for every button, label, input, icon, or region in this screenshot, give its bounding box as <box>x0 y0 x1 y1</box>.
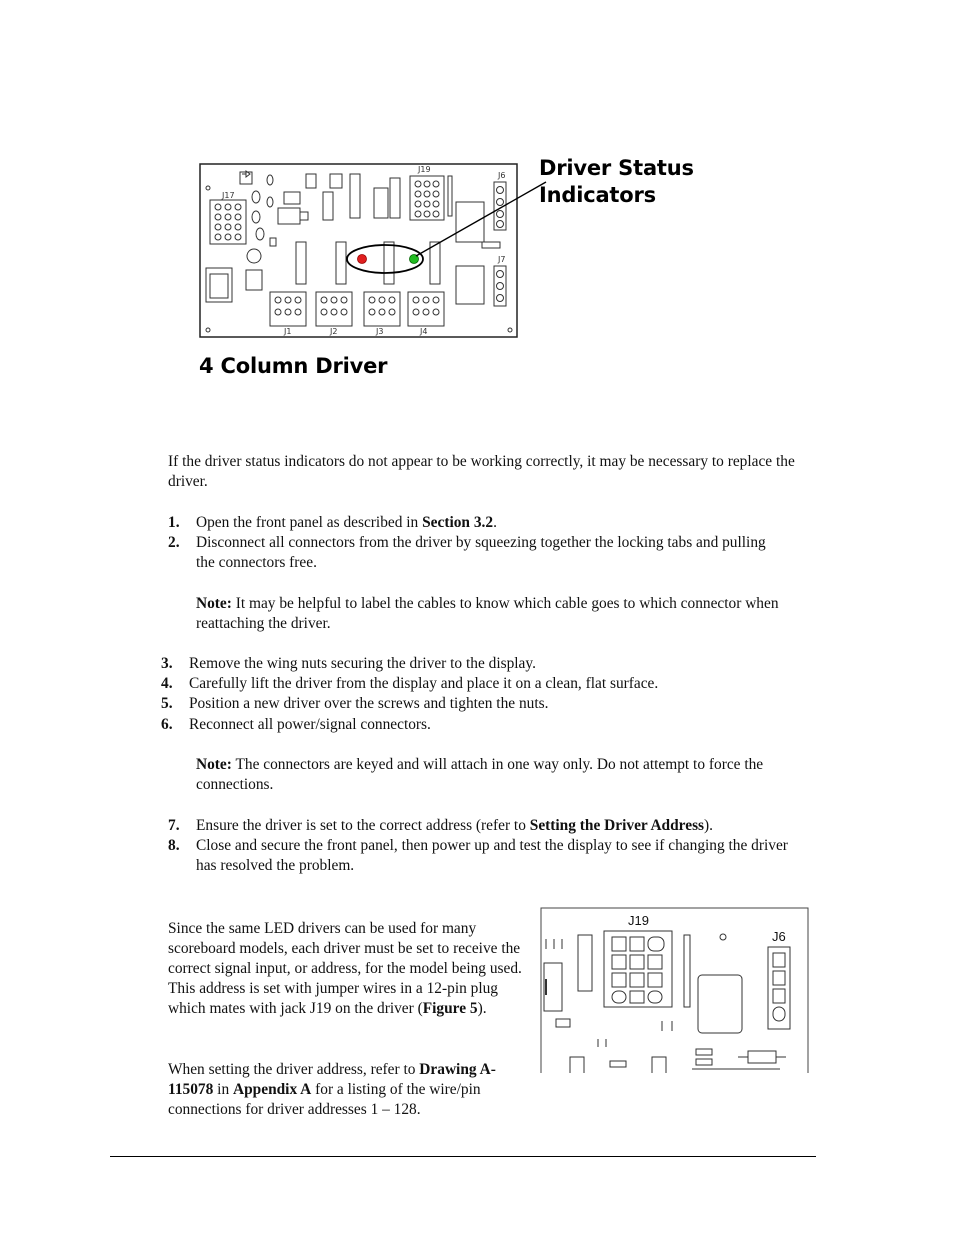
address-paragraph-2-post: for a listing of the wire/pin connections for driver addresses 1 – 128. <box>168 1081 481 1118</box>
step-7-number: 7. <box>168 817 180 834</box>
callout-line-1: Driver Status <box>539 156 694 180</box>
step-4-text: Carefully lift the driver from the display and place it on a clean, flat surface. <box>189 675 659 692</box>
figure-caption: 4 Column Driver <box>199 354 388 378</box>
j17-label: J17 <box>222 191 235 200</box>
note-2-text: The connectors are keyed and will attach in one way only. Do not attempt to force the connections. <box>196 756 764 793</box>
j3-label: J3 <box>376 327 384 336</box>
j19-closeup-drawing <box>540 907 810 1075</box>
section-ref: Section 3.2 <box>422 514 494 531</box>
note-2-label: Note: <box>196 756 232 773</box>
fig5-j19-label: J19 <box>628 913 649 928</box>
address-paragraph-2-pre: When setting the driver address, refer to <box>168 1061 420 1078</box>
red-indicator-led <box>358 255 367 264</box>
step-2 <box>168 533 808 573</box>
step-6-number: 6. <box>161 716 173 733</box>
driver-status-callout <box>539 155 694 209</box>
j7-label: J7 <box>498 255 506 264</box>
note-1 <box>196 594 806 634</box>
step-5-number: 5. <box>161 695 173 712</box>
note-2 <box>196 755 808 795</box>
address-paragraph-1-post: ). <box>477 1000 487 1017</box>
step-1-text: Open the front panel as described in <box>196 514 423 531</box>
step-3-text: Remove the wing nuts securing the driver to the display. <box>189 655 536 672</box>
step-1-post: . <box>493 514 497 531</box>
address-paragraph-1-text: Since the same LED drivers can be used for many scoreboard models, each driver must be set to receive the correct signal input, or address, for the model being used. This address is set with jumper wires in a 12-pin plug which mates with jack J19 on the driver ( <box>168 920 522 1017</box>
step-8-number: 8. <box>168 837 180 854</box>
figure-5-ref: Figure 5 <box>422 1000 478 1017</box>
appendix-ref: Appendix A <box>233 1081 312 1098</box>
callout-line-2: Indicators <box>539 183 656 207</box>
step-5-text: Position a new driver over the screws and tighten the nuts. <box>189 695 549 712</box>
note-1-text: It may be helpful to label the cables to know which cable goes to which connector when reattaching the driver. <box>196 595 779 632</box>
step-6-text: Reconnect all power/signal connectors. <box>189 716 431 733</box>
step-8 <box>168 836 808 876</box>
j1-label: J1 <box>284 327 292 336</box>
drawing-ref: Drawing A-115078 <box>168 1061 496 1098</box>
step-1-number: 1. <box>168 514 180 531</box>
step-2-number: 2. <box>168 534 180 551</box>
j6-label: J6 <box>498 171 506 180</box>
j4-label: J4 <box>420 327 428 336</box>
step-8-text: Close and secure the front panel, then power up and test the display to see if changing the driver has resolved the problem. <box>196 837 788 874</box>
j19-label: J19 <box>418 165 431 174</box>
callout-leader-line <box>410 180 550 260</box>
step-3-number: 3. <box>161 655 173 672</box>
address-paragraph-1 <box>168 919 528 1019</box>
setting-address-ref: Setting the Driver Address <box>529 817 705 834</box>
address-paragraph-2-mid: in <box>213 1081 233 1098</box>
fig5-j6-label: J6 <box>772 929 786 944</box>
note-1-label: Note: <box>196 595 232 612</box>
step-2-text: Disconnect all connectors from the driver by squeezing together the locking tabs and pulling the connectors free. <box>196 534 766 571</box>
step-4-number: 4. <box>161 675 173 692</box>
step-7-text: Ensure the driver is set to the correct address (refer to <box>196 817 530 834</box>
step-7-post: ). <box>704 817 714 834</box>
intro-paragraph: If the driver status indicators do not appear to be working correctly, it may be necessary to replace the driver. <box>168 453 795 490</box>
address-paragraph-2 <box>168 1060 524 1120</box>
footer-divider <box>110 1156 816 1157</box>
j19-closeup-figure <box>540 907 810 1075</box>
j2-label: J2 <box>330 327 338 336</box>
